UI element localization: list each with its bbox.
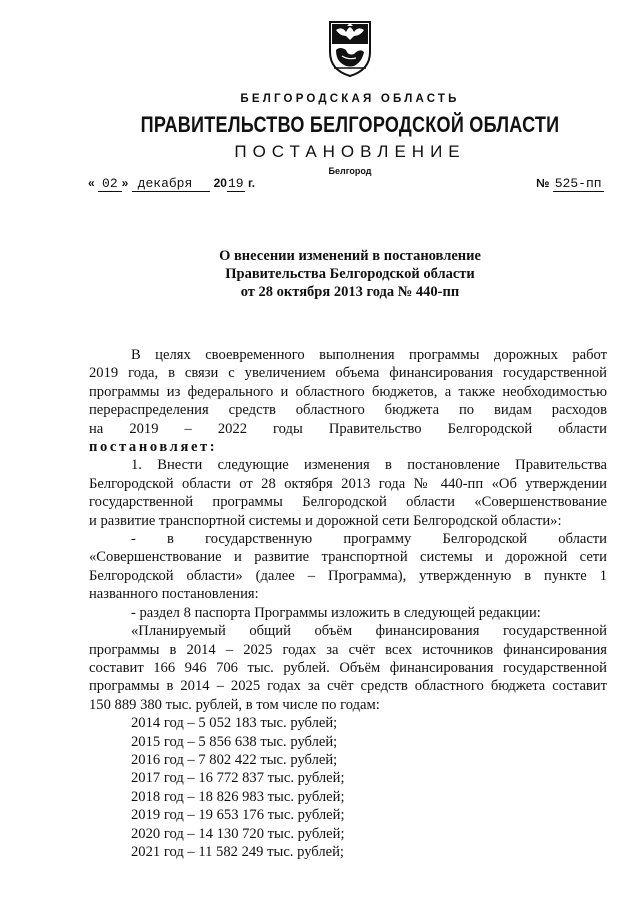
document-body (89, 346, 607, 861)
body-line: перераспределения средств областного бюджета по видам расходов (89, 402, 607, 419)
year-funding-line: 2021 год – 11 582 249 тыс. рублей; (131, 843, 344, 860)
body-line: государственной программы Белгородской области «Совершенствование (89, 494, 607, 511)
year-funding-line: 2018 год – 18 826 983 тыс. рублей; (131, 788, 345, 805)
body-line: составит 166 946 706 тыс. рублей. Объём финансирования государственной (89, 659, 607, 676)
city-label: Белгород (328, 166, 372, 176)
body-line: - в государственную программу Белгородской области (131, 531, 607, 548)
body-line: Белгородской области от 28 октября 2013 года № 440-пп «Об утверждении (89, 475, 607, 492)
quote-open: « (88, 176, 95, 190)
date-year-prefix: 20 (213, 176, 227, 190)
date-day: 02 (98, 176, 122, 192)
title-line-3: от 28 октября 2013 года № 440-пп (240, 284, 460, 300)
number-value: 525-пп (554, 176, 602, 191)
year-funding-line: 2020 год – 14 130 720 тыс. рублей; (131, 825, 345, 842)
quote-close: » (121, 176, 129, 190)
body-line: программы в 2014 – 2025 годах за счёт средств областного бюджета составит (89, 678, 607, 695)
resolves-word: постановляет: (89, 439, 218, 456)
date-month: декабря (132, 176, 211, 192)
year-funding-line: 2014 год – 5 052 183 тыс. рублей; (131, 715, 338, 732)
title-line-2: Правительства Белгородской области (225, 266, 475, 282)
year-funding-line: 2017 год – 16 772 837 тыс. рублей; (131, 770, 345, 787)
body-line: программы в 2014 – 2025 годах за счёт всех источников финансирования (89, 641, 607, 658)
date-year-mark: г. (247, 176, 256, 190)
body-line: 150 889 380 тыс. рублей, в том числе по годам: (89, 696, 380, 713)
body-line: на 2019 – 2022 годы Правительство Белгородской области (89, 420, 607, 437)
document-type-heading: ПОСТАНОВЛЕНИЕ (234, 142, 466, 161)
decree-number (536, 176, 604, 191)
number-prefix: № (536, 176, 550, 190)
decree-date (88, 176, 255, 191)
body-line: программы из федерального и областного бюджетов, а также необходимостью (89, 383, 607, 400)
body-line: 2019 года, в связи с увеличением объема финансирования государственной (89, 365, 607, 382)
year-funding-line: 2019 год – 19 653 176 тыс. рублей; (131, 807, 345, 824)
coat-of-arms-emblem (328, 20, 372, 78)
body-line: Белгородской области» (далее – Программа), утвержденную в пункте 1 (89, 567, 607, 584)
year-funding-line: 2015 год – 5 856 638 тыс. рублей; (131, 733, 338, 750)
title-line-1: О внесении изменений в постановление (219, 248, 481, 264)
date-year-suffix: 19 (227, 176, 244, 191)
body-line: «Совершенствование и развитие транспортной системы и дорожной сети (89, 549, 607, 566)
year-funding-line: 2016 год – 7 802 422 тыс. рублей; (131, 751, 338, 768)
body-line: - раздел 8 паспорта Программы изложить в следующей редакции: (131, 604, 541, 621)
region-heading: БЕЛГОРОДСКАЯ ОБЛАСТЬ (240, 93, 460, 105)
body-line: названного постановления: (89, 586, 259, 603)
body-line: 1. Внести следующие изменения в постановление Правительства (131, 457, 607, 474)
body-line: и развитие транспортной системы и дорожной сети Белгородской области»: (89, 512, 562, 529)
government-heading: ПРАВИТЕЛЬСТВО БЕЛГОРОДСКОЙ ОБЛАСТИ (140, 112, 560, 137)
document-title (0, 247, 640, 301)
body-line: «Планируемый общий объём финансирования государственной (131, 623, 607, 640)
body-line: В целях своевременного выполнения программы дорожных работ (131, 347, 607, 363)
